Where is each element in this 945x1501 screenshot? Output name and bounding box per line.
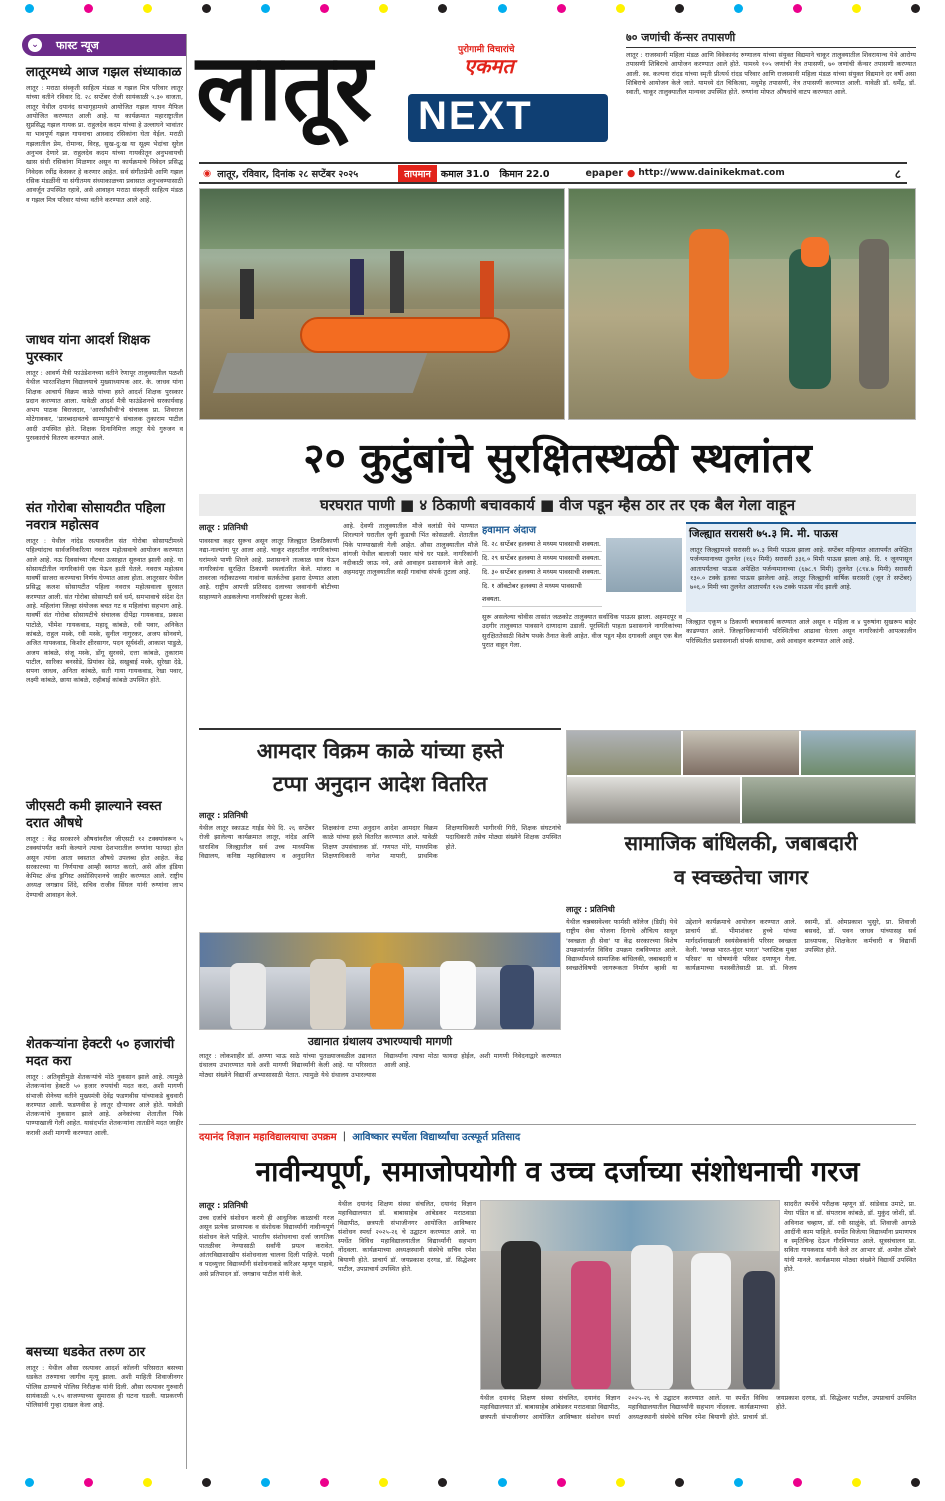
rain-box <box>686 522 916 722</box>
science-banner-right: आविष्कार स्पर्धेला विद्यार्थ्यांचा उत्स्फूर्त प्रतिसाद <box>352 1132 521 1143</box>
sidebar-item-title: जीएसटी कमी झाल्याने स्वस्त दरात औषधे <box>26 799 162 831</box>
science-headline: नावीन्यपूर्ण, समाजोपयोगी व उच्च दर्जाच्या संशोधनाची गरज <box>255 1155 860 1188</box>
masthead <box>196 28 616 160</box>
sidebar-item-title: लातूरमध्ये आज गझल संध्याकाळ <box>26 65 182 80</box>
mla-byline: लातूर : प्रतिनिधी <box>199 811 248 820</box>
globe-icon: ● <box>627 167 636 179</box>
sidebar-item <box>26 332 183 492</box>
masthead-brand-logo: एकमत <box>464 54 514 78</box>
cancer-camp-box <box>626 30 916 160</box>
mla-body-text: येथील लातूर स्काऊट गाईड येथे दि. २६ सप्टेंबर रोजी झालेल्या कार्यक्रमात लातूर, नांदेड आणि धाराशिव जिल्ह्यातील सर्व उच्च माध्यमिक विद्यालय, कनिष्ठ महाविद्यालय व अनुदानित शिक्षकांना टप्पा अनुदान आदेश आमदार विक्रम काळे यांच्या हस्ते वितरित करण्यात आले. यावेळी शिक्षण उपसंचालक डॉ. गणपत मोरे, माध्यमिक शिक्षणाधिकारी नागेश मापारी, प्राथमिक शिक्षणाधिकारी भागीरथी गिरी, शिक्षक संघटनांचे पदाधिकारी तसेच मोठ्या संख्येने शिक्षक उपस्थित होते. <box>199 824 561 860</box>
weather-row: दि. २८ सप्टेंबर हलक्या ते मध्यम पावसाची शक्यता. <box>482 538 602 552</box>
mla-headline <box>199 734 561 804</box>
cancer-camp-title: ७० जणांची कॅन्सर तपासणी <box>626 30 916 48</box>
masthead-title: लातूर <box>196 34 373 141</box>
sidebar-header <box>22 34 186 56</box>
science-banner: दयानंद विज्ञान महाविद्यालयाचा उपक्रम | आविष्कार स्पर्धेला विद्यार्थ्यांचा उत्स्फूर्त प्रतिसाद <box>199 1130 521 1143</box>
science-body-bottom: येथील दयानंद शिक्षण संस्था संचलित, दयानंद विज्ञान महाविद्यालयात डॉ. बाबासाहेब आंबेडकर मराठवाडा विद्यापीठ, छत्रपती संभाजीनगर आयोजित आविष्कार संशोधन स्पर्धा २०२५-२६ चे उद्घाटन करण्यात आले. या स्पर्धेत विविध महाविद्यालयातील विद्यार्थ्यांनी सहभाग नोंदवला. कार्यक्रमाच्या अध्यक्षस्थानी संस्थेचे सचिव रमेश बियाणी होते. प्राचार्य डॉ. जयप्रकाश दरगड, डॉ. सिद्धेश्वर पाटील, उपप्राचार्य उपस्थित होते. <box>480 1394 916 1421</box>
weather-row: दि. ३० सप्टेंबर हलक्या ते मध्यम पावसाची शक्यता. <box>482 566 602 580</box>
sidebar-item-title: बसच्या धडकेत तरुण ठार <box>26 1345 146 1360</box>
next-logo <box>408 88 608 154</box>
dateline-bar: ◉ लातूर, रविवार, दिनांक २८ सप्टेंबर २०२५ तापमान कमाल 31.0 किमान 22.0 epaper ● http://www.dainikekmat.com ८ <box>199 162 907 184</box>
weather-row: दि. १ ऑक्टोबर हलक्या ते मध्यम पावसाची शक्यता. <box>482 580 602 607</box>
lead-headline: २० कुटुंबांचे सुरक्षितस्थळी स्थलांतर <box>303 434 812 482</box>
science-byline: लातूर : प्रतिनिधी <box>199 1201 248 1210</box>
sidebar-item-body: लातूर : आवर्ण मैत्री फाउंडेशनच्या वतीने रेणापूर तालुक्यातील पळशी येथील भारतशिक्षण विद्यालयाचे मुख्याध्यापक आर. के. जाधव यांना शिक्षक आचार्य विक्रम काळे यांच्या हस्ते आदर्श शिक्षक पुरस्कार प्रदान करण्यात आला. यावेळी आदर्श मैत्री फाउंडेशनचे सरकार्यवाह अभय पाठक बिराजदार, 'आरसीसीची'चे संचालक प्रा. शिवराज मोटेगावकर, 'प्रारब्धदावतचे साम्यापुरा'चे संचालक तुकाराम पाटील आदी उपस्थित होते. शिक्षक दिनानिमित्त लातूर येथे गुरुजन व पुरस्कारांचे वितरण करण्यात आले. <box>26 369 183 443</box>
temperature-label: तापमान <box>398 165 437 182</box>
lead-body-1: पावसाचा कहर सुरूच असून लातूर जिल्ह्यात ठिकठिकाणी नद्या-नाल्यांना पूर आला आहे. चाकूर शहरातील नागरिकांच्या घरांमध्ये पाणी शिरले आहे. प्रशासनाने तात्काळ धाव घेऊन नागरिकांना सुरक्षित ठिकाणी स्थलांतरित केले. मांजरा व तावरजा नदीकाठच्या गावांना सतर्कतेचा इशारा देण्यात आला आहे. राष्ट्रीय आपत्ती प्रतिसाद दलाच्या जवानांनी बोटीच्या साहाय्याने अडकलेल्या नागरिकांची सुटका केली. <box>199 537 339 601</box>
sidebar-item-title: शेतकऱ्यांना हेक्टरी ५० हजारांची मदत करा <box>26 1037 175 1069</box>
science-body-right: सादरीत स्पर्धेचे परीक्षक म्हणून डॉ. सांडेवाड उमाटे, प्रा. मेघा पंडित व डॉ. संपतराव कांबळे, डॉ. मुकुंद जोशी, डॉ. अविनाश चव्हाण, डॉ. रवी साळुंके, डॉ. शिवाजी आगळे आदींनी काम पाहिले. स्पर्धेत विजेत्या विद्यार्थ्यांना प्रमाणपत्र व स्मृतिचिन्ह देऊन गौरविण्यात आले. सूत्रसंचालन प्रा. सविता गायकवाड यांनी केले तर आभार डॉ. अमोल ठोंबरे यांनी मानले. कार्यक्रमास मोठ्या संख्येने विद्यार्थी उपस्थित होते. <box>784 1200 916 1274</box>
sidebar-item-body: लातूर : येथील नांदेड रस्त्यावरील संत गोरोबा सोसायटीमध्ये पहिल्यांदाच सार्वजनिकरित्या नवरात्र महोत्सवाचे आयोजन करण्यात आले आहे. नऊ दिवसांच्या नौटचा उत्साहात सुरुवात झाली आहे. या सोसायटीतील नागरिकांनी एक येऊन हाती घेतले. नवरात्र महोत्सव यावर्षी साजरा करण्याचा निर्णय घेण्यात आला होता. लातूरसार येथील प्रसिद्ध कलश सोसायटीत पहिला नवरात्र महोत्सवाला सुरवात करण्यात आली. संत गोरोबा सोसायटी सर्व धर्म, समभावाचे संदेश देत आहे. महिलांना जिल्हा संयोजक बचत गट व महिलांचा सहभाग आहे. यावर्षी संत गोरोबा सोसायटीचे संचालक दीपेंद्रा गायकवाड, प्रकाश पाटोळे, भीमेश गायकवाड, महादू कांबळे, रवी पवार, अनिकेत कांबळे, राहुल मस्के, रवी मस्के, सुनील नागुरकर, अजय सोनवणे, अजित गायकवाड, किशोर क्षीरसागर, पदन सूर्यवंशी, आकाश पाडुळे, अजय कांबळे, संजू मस्के, डोंगू सुरवसे, दत्ता कांबळे, तुकाराम पाटील, सारिका बनसोडे, प्रियांका देढे, सखुबाई मस्के, सुरेखा देढे, सपना जाधव, अनिता कांबळे, सती गाया गायकवाड, रेखा पवार, लक्ष्मी कांबळे, छाया कांबळे, राहीबाई कांबळे उपस्थित होते. <box>26 537 183 685</box>
mla-headline-line2: टप्पा अनुदान आदेश वितरित <box>272 772 488 796</box>
temperature-max: कमाल 31.0 <box>440 168 490 180</box>
sidebar-item <box>26 1344 183 1466</box>
sidebar-header-label: फास्ट न्यूज <box>56 38 99 52</box>
science-column-bottom <box>480 1394 916 1460</box>
science-column-left <box>199 1200 334 1460</box>
temperature-min: किमान 22.0 <box>499 168 550 180</box>
rain-body: लातूर जिल्ह्यामध्ये सरासरी ७५.३ मिमी पाऊस झाला आहे. सप्टेंबर महिन्यात आतापर्यंत अपेक्षित पर्जन्यमानाच्या तुलनेत (१६२ मिमी) सरासरी ३३६.० मिमी पाऊस झाला आहे. दि. १ जूनपासून आतापर्यंतचा पाऊस अपेक्षित पर्जन्यमानाच्या (६७८.९ मिमी) तुलनेत (८९४.७ मिमी) सरासरी १३०.० टक्के इतका पाऊस झालेला आहे. लातूर जिल्ह्याची वार्षिक सरासरी (जून ते सप्टेंबर) ७०६.० मिमी च्या तुलनेत आतापर्यंत १२७ टक्के पाऊस नोंद झाली आहे. <box>686 544 916 612</box>
website-link[interactable]: http://www.dainikekmat.com <box>638 168 785 178</box>
social-byline: लातूर : प्रतिनिधी <box>566 905 615 914</box>
science-banner-left: दयानंद विज्ञान महाविद्यालयाचा उपक्रम <box>199 1132 337 1143</box>
social-headline-line1: सामाजिक बांधिलकी, जबाबदारी <box>624 831 858 855</box>
lead-photo-rescue-boat <box>199 188 565 420</box>
science-column-right <box>784 1200 916 1390</box>
library-caption-title: उद्यानात ग्रंथालय उभारण्याची मागणी <box>307 1035 453 1048</box>
sidebar-item <box>26 798 183 1028</box>
social-body-text: येथील चन्नबसवेश्वर फार्मसी कॉलेज (डिग्री) येथे राष्ट्रीय सेवा योजना दिनाचे औचित्य साधून 'स्वच्छता ही सेवा' या केंद्र सरकारच्या विशेष उपक्रमांतर्गत विविध उपक्रम राबविण्यात आले. विद्यार्थ्यांमध्ये सामाजिक बांधिलकी, जबाबदारी व स्वच्छतेविषयी जागरूकता निर्माण व्हावी या उद्देशाने कार्यक्रमाचे आयोजन करण्यात आले. प्राचार्य डॉ. भीमाशंकर हुच्चे यांच्या मार्गदर्शनाखाली स्वयंसेवकांनी परिसर स्वच्छता केली. 'स्वच्छ भारत-सुंदर भारत' 'प्लास्टिक मुक्त परिसर' या घोषणांनी परिसर दणाणून गेला. कार्यक्रमाच्या यशस्वीतेसाठी प्रा. डॉ. विजय स्वामी, डॉ. ओमप्रकाश भुसुरे, प्रा. शिवाजी बसवदे, डॉ. पवन जाधव यांच्यासह सर्व प्राध्यापक, शिक्षकेतर कर्मचारी व विद्यार्थी उपस्थित होते. <box>566 918 916 973</box>
sidebar-item-body: लातूर : मराठा संस्कृती साहित्य मंडळ व गझल मित्र परिवार लातूर यांच्या वतीने रविवार दि. २८ सप्टेंबर रोजी सायंकाळी ५.३० वाजता, लातूर येथील दयानंद सभागृहामध्ये आयोजित गझल गायन मैफिल आयोजित करण्यात आली आहे. या कार्यक्रमात महाराष्ट्रातील सुप्रसिद्ध गझल गायक प्रा. राहुलदेव कदम यांच्या हे उल्लाघने भावांतर या भावपूर्ण गझल गायनाचा आस्वाद रसिकांना घेता येईल. मराठी गझलातील प्रेम, रोमान्स, विरह, सुख-दु:ख या सूक्ष्म भेदांचा सुरेल अनुभव देणारे प्रा. राहुलदेव कदम यांच्या गायकीतून अनुभवायची खास संधी रसिकांना मिळणार असून या कार्यक्रमाचे निवेदन प्रसिद्ध निवेदक रवींद्र केसकर हे करणार आहेत. सर्व संगीतप्रेमी आणि गझल रसिक मंडळींनी या संगीतमय संध्याकाळच्या प्रवासात अनुभवण्यासाठी आवर्जून उपस्थित रहावे, असे आवाहन मराठा संस्कृती साहित्य मंडळ व गझल मित्र परिवार यांच्या वतीने करण्यात आले आहे. <box>26 84 183 204</box>
science-photo-exhibition <box>480 1200 780 1390</box>
registration-dots-bottom <box>0 1476 945 1488</box>
mla-body <box>199 810 561 928</box>
sidebar-item-body: लातूर : केंद्र सरकारने औषधांवरील जीएसटी १२ टक्क्यांवरून ५ टक्क्यांपर्यंत कमी केल्याने त्याचा देशभरातील रुग्णांना फायदा होत असून त्यांना आता स्वस्तात औषधे उपलब्ध होत आहेत. केंद्र सरकारच्या या निर्णयाचा आम्ही स्वागत करतो, असे ऑल इंडिया केमिस्ट ॲन्ड ड्रगिस्ट असोसिएशनचे जाहीर करण्यात आले. राष्ट्रीय अध्यक्ष जगन्नाथ शिंदे, सचिव राजीव सिंघल यांनी रुग्णांना लाभ देण्याची आवाहन केले. <box>26 835 183 899</box>
lead-photo-rescue-person <box>568 188 916 420</box>
dateline: लातूर, रविवार, दिनांक २८ सप्टेंबर २०२५ <box>217 168 359 180</box>
sidebar-item <box>26 64 183 324</box>
next-logo-text: NEXT <box>418 94 533 138</box>
library-caption-body: लातूर : लोकशाहीर डॉ. अण्णा भाऊ साठे यांच्या पुतळ्याजवळील उद्यानात ग्रंथालय उभारण्यात यावे अशी मागणी विद्यार्थ्यांनी केली आहे. या परिसरात मोठ्या संख्येने विद्यार्थी अभ्यासासाठी येतात. त्यामुळे येथे ग्रंथालय उभारल्यास विद्यार्थ्यांना त्याचा मोठा फायदा होईल, अशी मागणी निवेदनाद्वारे करण्यात आली आहे. <box>199 1052 561 1079</box>
social-body <box>566 904 916 1120</box>
sidebar-item-body: लातूर : येथील औसा रस्त्यावर आदर्श कॉलनी परिसरात बसच्या धडकेत तरुणाचा जागीच मृत्यू झाला. अशी माहिती शिवाजीनगर पोलिस ठाण्याचे पोलिस निरीक्षक यांनी दिली. औसा रस्त्यावर गुरुवारी सायंकाळी ५.१५ वाजण्याच्या सुमारास ही घटना घडली. याप्रकरणी पोलिसांनी गुन्हा दाखल केला आहे. <box>26 1364 183 1410</box>
sidebar-item-title: जाधव यांना आदर्श शिक्षक पुरस्कार <box>26 333 150 365</box>
lead-column-1 <box>199 522 339 722</box>
lead-body-4: जिल्ह्यात एकूण ४ ठिकाणी बचावकार्य करण्यात आले असून १ महिला व ४ पुरुषांना सुखरूप बाहेर काढण्यात आले. जिल्हाधिकाऱ्यांनी परिस्थितीचा आढावा घेतला असून नागरिकांनी आपत्कालीन परिस्थितीत प्रशासनाशी संपर्क साधावा, असे आवाहन करण्यात आले आहे. <box>686 618 916 645</box>
weather-row: दि. २९ सप्टेंबर हलक्या ते मध्यम पावसाची शक्यता. <box>482 552 602 566</box>
masthead-tagline: पुरोगामी विचारांचे <box>458 45 515 55</box>
chevron-down-icon: ⌄ <box>28 38 42 52</box>
rain-title: जिल्ह्यात सरासरी ७५.३ मि. मी. पाऊस <box>686 522 916 544</box>
sidebar-item-title: संत गोरोबा सोसायटीत पहिला नवरात्र महोत्सव <box>26 501 165 533</box>
sidebar <box>22 34 187 1469</box>
lead-column-2 <box>343 522 478 722</box>
weather-box <box>482 522 682 722</box>
lead-byline: लातूर : प्रतिनिधी <box>199 523 248 532</box>
science-body-left: उच्च दर्जाचे संशोधन करणे ही आधुनिक काळाची गरज असून प्रत्येक प्राध्यापक व संशोधक विद्यार्थ्यांनी नावीन्यपूर्ण संशोधन केले पाहिजे. भारतीय संशोधनाचा दर्जा जागतिक पातळीवर नेण्यासाठी सर्वांनी प्रयत्न करावेत. आंतरविद्याशाखीय संशोधनाला चालना दिली पाहिजे. पदवी व पदव्युत्तर विद्यार्थ्यांनी संशोधनाकडे करिअर म्हणून पाहावे, असे प्रतिपादन डॉ. जगन्नाथ पाटील यांनी केले. <box>199 1214 334 1278</box>
page-number: ८ <box>894 166 901 181</box>
lead-body-3: सुरू असलेल्या चोवीस तासांत जळकोट तालुक्यात सर्वाधिक पाऊस झाला. अहमदपूर व उदगीर तालुक्यात पावसाने दाणादाण उडाली. पूरस्थिती पाहता प्रशासनाने नागरिकांच्या सुरक्षिततेसाठी विशेष पथके तैनात केली आहेत. वीज पडून म्हैस दगावली असून एक बैल पुरात वाहून गेला. <box>482 613 682 649</box>
social-photo-collage <box>566 730 916 824</box>
mla-headline-line1: आमदार विक्रम काळे यांच्या हस्ते <box>256 739 504 763</box>
epaper-label: epaper <box>585 167 624 179</box>
sidebar-item <box>26 500 183 790</box>
sidebar-item-body: लातूर : अतिवृष्टीमुळे शेतकऱ्यांचे मोठे नुकसान झाले आहे. त्यामुळे शेतकऱ्यांना हेक्टरी ५० हजार रुपयांची मदत करा, अशी मागणी संभाजी सेनेच्या वतीने मुख्यमंत्री देवेंद्र फडणवीस यांच्याकडे बुधवारी करण्यात आली. फडणवीस हे लातूर दौऱ्यावर आले होते. यावेळी शेतकऱ्यांचे नुकसान झाले आहे. अनेकांच्या शेतातील पिके पाण्याखाली गेली आहेत. यासंदर्भात शेतकऱ्यांना तातडीने मदत जाहीर करावी अशी मागणी करण्यात आली. <box>26 1073 183 1137</box>
social-headline-line2: व स्वच्छतेचा जागर <box>673 865 809 889</box>
cancer-camp-body: लातूर : राजस्थानी महिला मंडळ आणि विवेकानंद रुग्णालय यांच्या संयुक्त विद्यमाने चाकूर तालुक्यातील शिवरायान्च येथे आरोग्य तपासणी शिबिराचे आयोजन करण्यात आले होते. यामध्ये १०५ जणांची नेत्र तपासणी, ७० जणांची कॅन्सर तपासणी करण्यात आली. स्व. कल्पना रांदड यांच्या स्मृती प्रीत्यर्थ रांदड परिवार आणि राजस्थानी महिला मंडळ यांच्या संयुक्त विद्यमाने दर वर्षी असा शिबिराचे आयोजन केले जाते. यामध्ये दंत चिकित्सा, मधुमेह तपासणी, नेत्र तपासणी करण्यात आली. यावेळी डॉ. धर्मेंद्र, डॉ. स्वाती, चाकूर तालुक्यातील मान्यवर उपस्थित होते. रुग्णांना मोफत औषधांचे वाटप करण्यात आले. <box>626 51 916 97</box>
social-headline <box>566 826 916 900</box>
lead-body-2: आहे. देवणी तालुक्यातील मौजे वलांडी येथे पाण्यात शिरल्याने घरातील जुनी कुडाची भिंत कोसळली. शेतातील पिके पाण्याखाली गेली आहेत. औसा तालुक्यातील मौजे वांगजी येथील बालाजी पवार यांचे घर पडले. नागरिकांनी नदीकाठी जाऊ नये, असे आवाहन प्रशासनाने केले आहे. अहमदपूर तालुक्यातील काही गावांचा संपर्क तुटला आहे. <box>343 522 478 577</box>
sidebar-item <box>26 1036 183 1336</box>
weather-photo <box>606 538 682 592</box>
mla-photo <box>199 932 561 1030</box>
science-column-mid <box>338 1200 476 1460</box>
registration-dots-top <box>0 2 945 14</box>
weather-title: हवामान अंदाज <box>482 525 537 536</box>
lead-subhead: घरघरात पाणी ■ ४ ठिकाणी बचावकार्य ■ वीज पडून म्हैस ठार तर एक बैल गेला वाहून <box>199 494 916 516</box>
science-body-mid: येथील दयानंद शिक्षण संस्था संचलित, दयानंद विज्ञान महाविद्यालयात डॉ. बाबासाहेब आंबेडकर मराठवाडा विद्यापीठ, छत्रपती संभाजीनगर आयोजित आविष्कार संशोधन स्पर्धा २०२५-२६ चे उद्घाटन करण्यात आले. या स्पर्धेत विविध महाविद्यालयातील विद्यार्थ्यांनी सहभाग नोंदवला. कार्यक्रमाच्या अध्यक्षस्थानी संस्थेचे सचिव रमेश बियाणी होते. प्राचार्य डॉ. जयप्रकाश दरगड, डॉ. सिद्धेश्वर पाटील, उपप्राचार्य उपस्थित होते. <box>338 1200 476 1274</box>
